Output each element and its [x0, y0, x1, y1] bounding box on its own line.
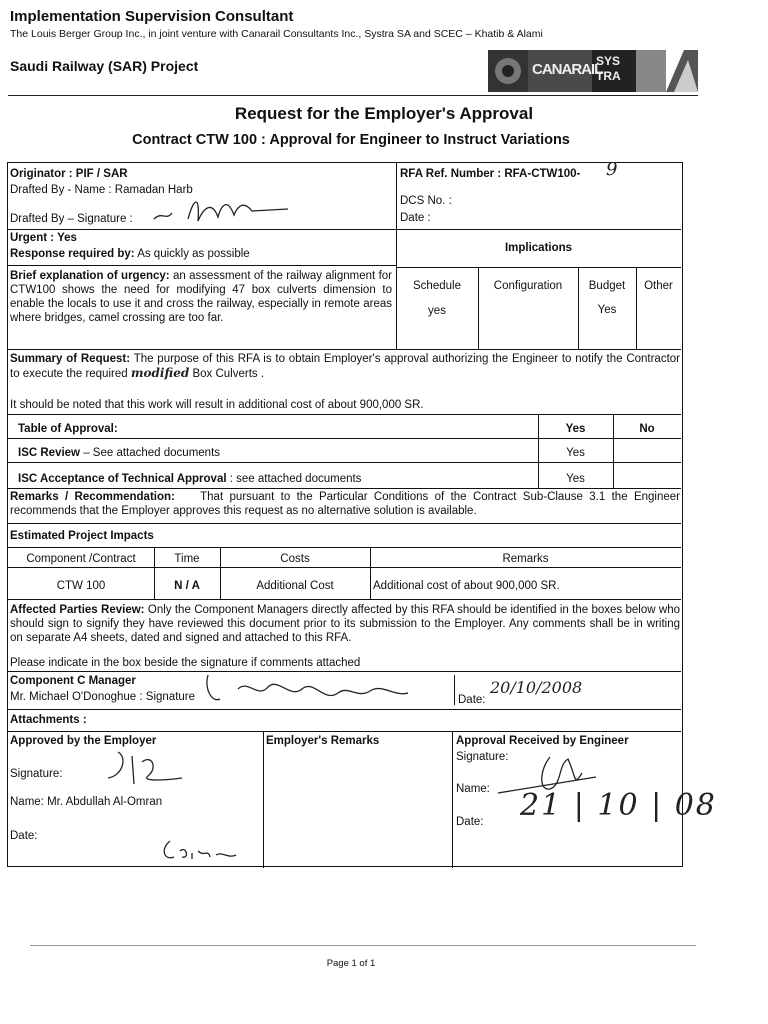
received-date-handwritten: 21 | 10 | 08 — [520, 788, 717, 823]
rfa-form — [7, 159, 717, 867]
impacts-header-time: Time — [174, 553, 200, 565]
originator: Originator : PIF / SAR — [10, 168, 128, 180]
rfa-ref-number: RFA Ref. Number : RFA-CTW100- — [400, 168, 581, 180]
logo-text-canarail: CANARAIL — [532, 61, 603, 78]
rule — [396, 163, 397, 349]
component-manager-title: Component C Manager — [10, 675, 136, 687]
affected-parties-review: Affected Parties Review: Only the Component Managers directly affected by this RFA should be identified in the boxes below who should sign to signify they have reviewed this document prior to its submission to the Employer. Any comments shall be in writing on separate A4 sheets, dated and signed and attached to this RFA. — [10, 604, 680, 644]
approval-received-title: Approval Received by Engineer — [456, 735, 629, 747]
impacts-cell-remarks: Additional cost of about 900,000 SR. — [373, 580, 560, 592]
rfa-ref-handwritten: 9 — [606, 159, 618, 180]
employer-signature — [78, 748, 188, 793]
rule — [8, 349, 681, 350]
impacts-cell-time: N / A — [174, 580, 200, 592]
impl-configuration-label: Configuration — [493, 280, 563, 292]
affected-note: Please indicate in the box beside the signature if comments attached — [10, 657, 361, 669]
approval-no-header: No — [639, 423, 655, 435]
rule — [8, 731, 681, 732]
page-number: Page 1 of 1 — [326, 958, 376, 969]
summary-of-request: Summary of Request: The purpose of this RFA is to obtain Employer's approval authorizing the Engineer to notify the Contractor to execute the required modified Box Culverts . — [10, 353, 681, 380]
approved-by-employer-title: Approved by the Employer — [10, 735, 157, 747]
rule — [8, 414, 681, 415]
rule — [8, 462, 681, 463]
footer-rule — [30, 945, 696, 946]
employer-remarks-title: Employer's Remarks — [266, 735, 380, 747]
rule — [454, 675, 455, 705]
rule — [8, 229, 681, 230]
response-required: Response required by: As quickly as possible — [10, 248, 250, 260]
component-date-handwritten: 20/10/2008 — [490, 678, 583, 697]
drafted-by-name: Drafted By - Name : Ramadan Harb — [10, 184, 193, 196]
rule — [8, 567, 681, 568]
company-logos — [488, 50, 698, 92]
impacts-header-costs: Costs — [280, 553, 310, 565]
logo-text-systra: SYS TRA — [596, 54, 621, 83]
impl-schedule-label: Schedule — [413, 280, 461, 292]
date-field: Date : — [400, 212, 431, 224]
rule — [8, 523, 681, 524]
project-name: Saudi Railway (SAR) Project — [10, 58, 199, 74]
implications-header: Implications — [504, 242, 573, 254]
impacts-header-component: Component /Contract — [26, 553, 136, 565]
employer-signature-label: Signature: — [10, 768, 63, 780]
cost-note: It should be noted that this work will result in additional cost of about 900,000 SR. — [10, 399, 424, 411]
org-name: Implementation Supervision Consultant — [10, 8, 294, 25]
rule — [8, 488, 681, 489]
impl-schedule-value: yes — [428, 305, 446, 317]
isc-acceptance-row: ISC Acceptance of Technical Approval : see attached documents — [18, 473, 362, 485]
rule — [8, 709, 681, 710]
impl-budget-label: Budget — [588, 280, 626, 292]
joint-venture-text: The Louis Berger Group Inc., in joint venture with Canarail Consultants Inc., Systra SA and SCEC – Khatib & Alami — [10, 28, 543, 40]
impacts-cell-costs: Additional Cost — [256, 580, 334, 592]
dcs-number: DCS No. : — [400, 195, 452, 207]
impl-other-label: Other — [644, 280, 673, 292]
employer-date-handwritten — [158, 835, 248, 865]
rule — [8, 547, 681, 548]
drafted-by-signature-label: Drafted By – Signature : — [10, 213, 133, 225]
header-rule — [8, 95, 698, 96]
isc-acceptance-yes: Yes — [566, 473, 585, 485]
received-name-label: Name: — [456, 783, 490, 795]
impacts-cell-component: CTW 100 — [56, 580, 106, 592]
rule — [8, 438, 681, 439]
approval-yes-header: Yes — [565, 423, 586, 435]
drafter-signature — [148, 191, 298, 227]
impl-budget-value: Yes — [597, 304, 617, 316]
form-subtitle: Contract CTW 100 : Approval for Engineer to Instruct Variations — [132, 132, 570, 148]
form-title: Request for the Employer's Approval — [234, 104, 534, 123]
attachments-label: Attachments : — [10, 714, 87, 726]
component-manager-signature — [198, 669, 418, 709]
received-signature-label: Signature: — [456, 751, 509, 763]
impacts-title: Estimated Project Impacts — [10, 530, 154, 542]
impacts-header-remarks: Remarks — [502, 553, 549, 565]
approval-table-header: Table of Approval: — [18, 423, 118, 435]
employer-date-label: Date: — [10, 830, 38, 842]
urgency-explanation: Brief explanation of urgency: an assessment of the railway alignment for CTW100 shows the need for modifying 47 box culverts dimension to enable the locals to use it and cross the railway, especially in remote areas where bridges, camel crossing are too far. — [10, 270, 392, 324]
urgent: Urgent : Yes — [10, 232, 77, 244]
rule — [396, 267, 681, 268]
remarks-recommendation: Remarks / Recommendation: That pursuant to the Particular Conditions of the Contract Sub-Clause 3.1 the Engineer recommends that the Employer approves this request as no alternative solution is available. — [10, 491, 680, 517]
employer-name: Name: Mr. Abdullah Al-Omran — [10, 796, 163, 808]
component-date-label: Date: — [458, 694, 486, 706]
rule — [8, 265, 396, 266]
rule — [8, 599, 681, 600]
component-manager-name: Mr. Michael O'Donoghue : Signature — [10, 691, 196, 703]
rule — [263, 731, 264, 868]
isc-review-yes: Yes — [566, 447, 585, 459]
isc-review-row: ISC Review – See attached documents — [18, 447, 221, 459]
received-date-label: Date: — [456, 816, 484, 828]
rule — [452, 731, 453, 868]
